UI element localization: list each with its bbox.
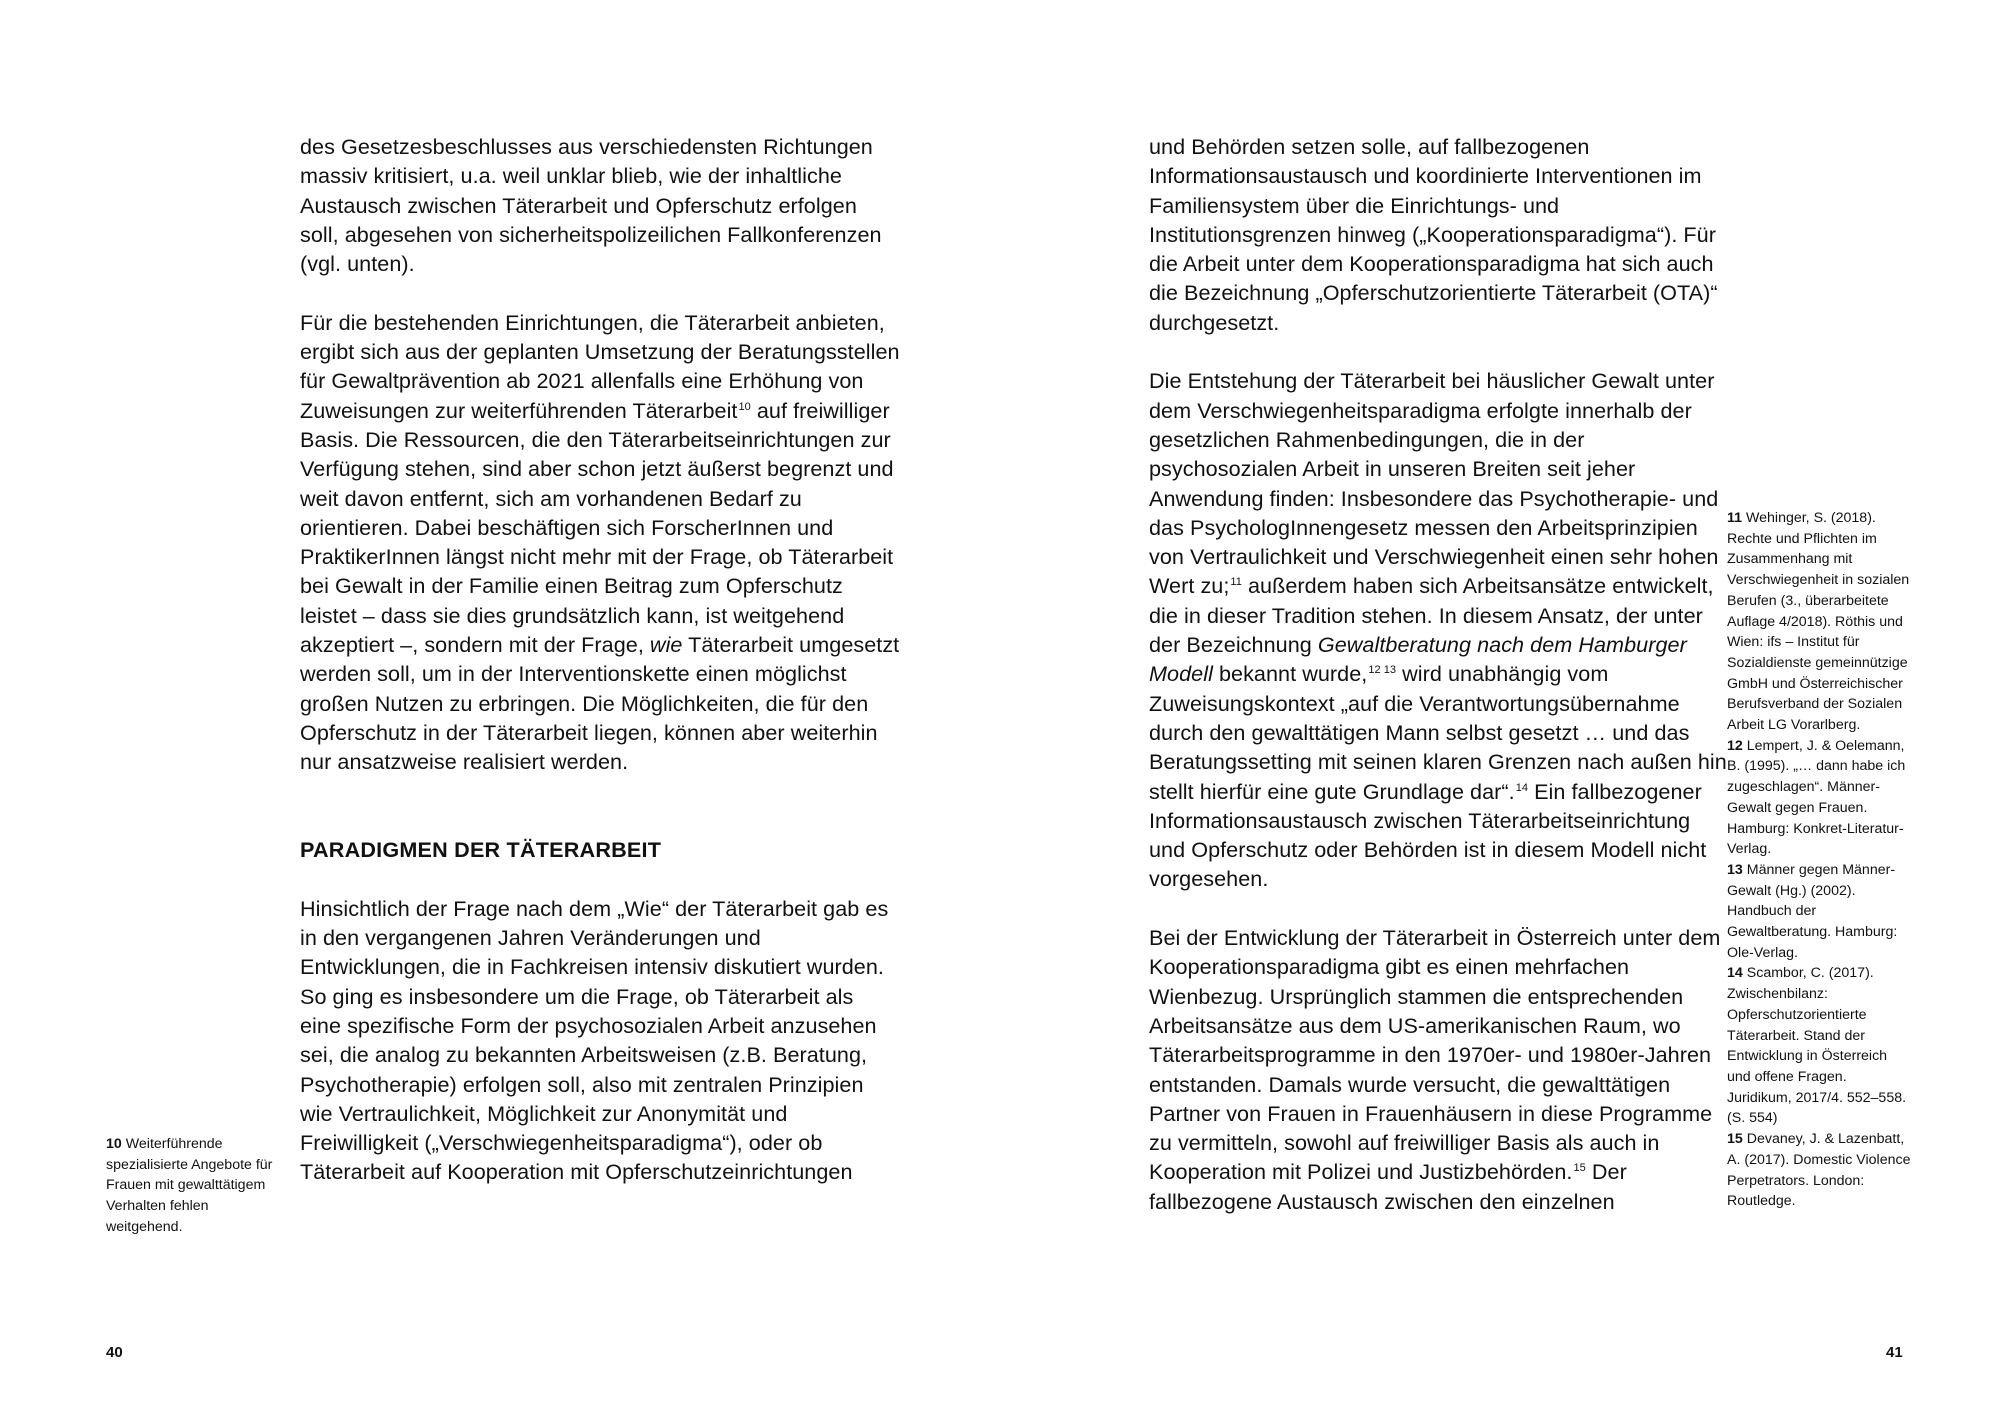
text-run: Für die bestehenden Einrichtungen, die Täterarbeit anbieten, ergibt sich aus der geplanten Umsetzung der Beratungsstellen für Gewaltprävention ab 2021 allenfalls eine Erhöhung von Zuweisungen zur weiterführenden Täterarbeit — [300, 309, 900, 423]
footnote-text: Wehinger, S. (2018). Rechte und Pflichten im Zusammenhang mit Verschwiegenheit in sozialen Berufen (3., überarbeitete Auflage 4/2018). Röthis und Wien: ifs – Institut für Sozialdienste gemeinnützige GmbH und Österreichischer Berufsverband der Sozialen Arbeit LG Vorarlberg. — [1727, 510, 1910, 734]
text-run: Bei der Entwicklung der Täterarbeit in Österreich unter dem Kooperationsparadigma gibt es einen mehrfachen Wienbezug. Ursprünglich stammen die entsprechenden Arbeitsansätze aus dem US-amerikanischen Raum, wo Täterarbeitsprogramme in den 1970er- und 1980er-Jahren entstanden. Damals wurde versucht, die gewalttätigen Partner von Frauen in Frauenhäusern in diese Programme zu vermitteln, sowohl auf freiwilliger Basis als auch in Kooperation mit Polizei und Justizbehörden. — [1149, 925, 1721, 1185]
paragraph — [1149, 923, 1727, 1216]
text-run: außerdem haben sich Arbeitsansätze entwickelt, die in dieser Tradition stehen. In diesem Ansatz, der unter der Bezeichnung — [1149, 573, 1714, 658]
paragraph — [300, 308, 900, 777]
footnote — [1727, 860, 1913, 964]
text-run: Der fallbezogene Austausch zwischen den einzelnen — [1149, 1159, 1627, 1214]
text-run: wird unabhängig vom Zuweisungskontext „auf die Verantwortungsübernahme durch den gewalttätigen Mann selbst gesetzt … und das Beratungssetting mit seinen klaren Grenzen nach außen hin stellt hierfür eine gute Grundlage dar“. — [1149, 661, 1727, 804]
left-footnotes — [106, 1134, 278, 1238]
page-number-left: 40 — [106, 1344, 123, 1361]
footnote — [106, 1134, 278, 1238]
right-footnotes — [1727, 508, 1913, 1212]
text-run: auf freiwilliger Basis. Die Ressourcen, die den Täterarbeitseinrichtungen zur Verfügung stehen, sind aber schon jetzt äußerst begrenzt und weit davon entfernt, sich am vorhandenen Bedarf zu orientieren. Dabei beschäftigen sich ForscherInnen und PraktikerInnen längst nicht mehr mit der Frage, ob Täterarbeit bei Gewalt in der Familie einen Beitrag zum Opferschutz leistet – dass sie dies grundsätzlich kann, ist weitgehend akzeptiert –, sondern mit der Frage, — [300, 397, 894, 658]
emphasis: wie — [649, 632, 683, 658]
right-page-body — [1149, 132, 1727, 1216]
footnote-number: 13 — [1727, 861, 1743, 878]
footnote-text: Lempert, J. & Oelemann, B. (1995). „… dann habe ich zugeschlagen“. Männer-Gewalt gegen Frauen. Hamburg: Konkret-Literatur-Verlag. — [1727, 737, 1906, 858]
footnote-ref: 10 — [738, 400, 751, 413]
footnote-number: 12 — [1727, 737, 1743, 754]
footnote-ref: 15 — [1573, 1162, 1586, 1175]
text-run: bekannt wurde, — [1212, 661, 1368, 687]
text-run: Die Entstehung der Täterarbeit bei häuslicher Gewalt unter dem Verschwiegenheitsparadigma erfolgte innerhalb der gesetzlichen Rahmenbedingungen, die in der psychosozialen Arbeit in unseren Breiten seit jeher Anwendung finden: Insbesondere das Psychotherapie- und das PsychologInnengesetz messen den Arbeitsprinzipien von Vertraulichkeit und Verschwiegenheit einen sehr hohen Wert zu; — [1149, 368, 1719, 599]
section-heading: PARADIGMEN DER TÄTERARBEIT — [300, 837, 662, 863]
footnote-ref: 12 13 — [1368, 664, 1397, 677]
paragraph: und Behörden setzen solle, auf fallbezogenen Informationsaustausch und koordinierte Interventionen im Familiensystem über die Einrichtungs- und Institutionsgrenzen hinweg („Kooperationsparadigma“). Für die Arbeit unter dem Kooperationsparadigma hat sich auch die Bezeichnung „Opferschutzorientierte Täterarbeit (OTA)“ durchgesetzt. — [1149, 134, 1718, 335]
footnote-text: Scambor, C. (2017). Zwischenbilanz: Opferschutzorientierte Täterarbeit. Stand der Entwicklung in Österreich und offene Fragen. Juridikum, 2017/4. 552–558. (S. 554) — [1727, 965, 1907, 1127]
footnote — [1727, 1129, 1913, 1212]
text-run: Täterarbeit umgesetzt werden soll, um in der Interventionskette einen möglichst großen Nutzen zu erbringen. Die Möglichkeiten, die für den Opferschutz in der Täterarbeit liegen, können aber weiterhin nur ansatzweise realisiert werden. — [300, 632, 900, 775]
paragraph: des Gesetzesbeschlusses aus verschiedensten Richtungen massiv kritisiert, u.a. weil unklar blieb, wie der inhaltliche Austausch zwischen Täterarbeit und Opferschutz erfolgen soll, abgesehen von sicherheitspolizeilichen Fallkonferenzen (vgl. unten). — [300, 134, 882, 277]
footnote — [1727, 963, 1913, 1129]
page-number-right: 41 — [1886, 1344, 1903, 1361]
paragraph — [1149, 366, 1727, 893]
left-page-body — [300, 132, 900, 1187]
footnote-number: 10 — [106, 1136, 122, 1152]
emphasis: Gewaltberatung nach dem Hamburger Modell — [1149, 632, 1687, 687]
footnote-number: 11 — [1727, 510, 1742, 526]
footnote-ref: 11 — [1230, 576, 1242, 589]
footnote-number: 14 — [1727, 965, 1743, 982]
footnote-text: Männer gegen Männer-Gewalt (Hg.) (2002). Handbuch der Gewaltberatung. Hamburg: Ole-Verlag. — [1727, 861, 1898, 961]
footnote-text: Devaney, J. & Lazenbatt, A. (2017). Domestic Violence Perpetrators. London: Routledge. — [1727, 1131, 1911, 1210]
footnote-number: 15 — [1727, 1131, 1743, 1148]
paragraph: Hinsichtlich der Frage nach dem „Wie“ der Täterarbeit gab es in den vergangenen Jahren Veränderungen und Entwicklungen, die in Fachkreisen intensiv diskutiert wurden. So ging es insbesondere um die Frage, ob Täterarbeit als eine spezifische Form der psychosozialen Arbeit anzusehen sei, die analog zu bekannten Arbeitsweisen (z.B. Beratung, Psychotherapie) erfolgen soll, also mit zentralen Prinzipien wie Vertraulichkeit, Möglichkeit zur Anonymität und Freiwilligkeit („Verschwiegenheitsparadigma“), oder ob Täterarbeit auf Kooperation mit Opferschutzeinrichtungen — [300, 895, 889, 1185]
text-run: Ein fallbezogener Informationsaustausch zwischen Täterarbeitseinrichtung und Opferschutz oder Behörden ist in diesem Modell nicht vorgesehen. — [1149, 778, 1707, 892]
footnote — [1727, 508, 1913, 736]
footnote-ref: 14 — [1515, 781, 1529, 794]
footnote — [1727, 736, 1913, 860]
footnote-text: Weiterführende spezialisierte Angebote für Frauen mit gewalttätigem Verhalten fehlen weitgehend. — [106, 1136, 273, 1235]
